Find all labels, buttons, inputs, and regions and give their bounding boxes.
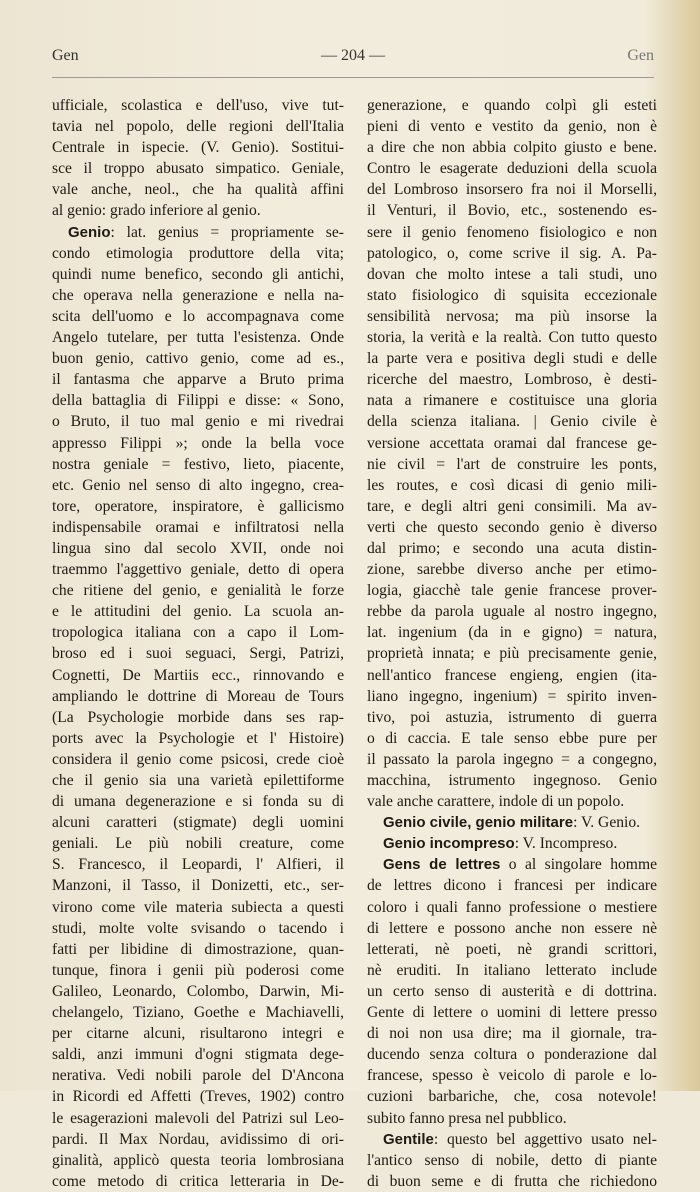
text-line: proprietà innata; e più precisamente genie,	[367, 645, 657, 663]
text-line: nè eruditi. In italiano letterato include	[367, 961, 657, 979]
text-line: a dire che non abbia colpito giusto e bene.	[367, 139, 657, 157]
text-line: les routes, e così dicasi di genio mili-	[367, 476, 657, 494]
text-line: vale anche, neol., che ha qualità affini	[52, 181, 344, 199]
text-line: che il genio sia una varietà epilettiforme	[52, 772, 344, 789]
text-line: virono come vile materia subiecta a questi	[52, 898, 344, 916]
text-line: ducendo senza coltura o ponderazione dal	[367, 1046, 657, 1064]
text-line: pieni di vento e vestito da genio, non è	[367, 118, 657, 136]
text-line: verti che questo secondo genio è diverso	[367, 518, 657, 536]
entry-headword: Gentile	[383, 1130, 434, 1148]
right-column	[367, 95, 657, 1192]
text-line: generazione, e quando colpì gli esteti	[367, 97, 657, 114]
text-line: indispensabile oramai e infiltratosi nella	[52, 518, 344, 536]
text-line: dal primo; e secondo una acuta distin-	[367, 539, 657, 557]
text-line: letterati, nè poeti, nè grandi scrittori,	[367, 940, 657, 958]
text-line: alcuni caratteri (stigmate) degli uomini	[52, 814, 344, 832]
text-line: francese, spesso è veicolo di parole e lo-	[367, 1067, 657, 1085]
text-line: Gente di lettere o uomini di lettere presso	[367, 1004, 657, 1022]
left-column	[52, 95, 344, 1192]
text-line: Angelo tutelare, per tutta l'esistenza. Onde	[52, 329, 344, 347]
text-line: sensibilità nervosa; ma più insorse la	[367, 307, 657, 325]
text-line: tropologica italiana con a capo il Lom-	[52, 624, 344, 642]
text-line	[367, 812, 657, 833]
text-line: Galileo, Leonardo, Colombo, Darwin, Mi-	[52, 982, 344, 1000]
entry-text: : lat. genius = propriamente se-	[110, 223, 344, 241]
text-line: di buon seme e di frutta che richiedono	[367, 1172, 657, 1190]
text-line: nata a rimanere e costituisce una gloria	[367, 392, 657, 410]
text-line: cuzioni barbariche, che, cosa notevole!	[367, 1088, 657, 1106]
text-line: ampliando le dottrine di Moreau de Tours	[52, 687, 344, 705]
text-line: geniali. Le più nobili creature, come	[52, 835, 344, 853]
text-line: lingua sino dal secolo XVII, onde noi	[52, 539, 344, 557]
text-line: nerativa. Vedi nobili parole del D'Ancona	[52, 1067, 344, 1085]
text-line: nell'antico francese engieng, engien (ita-	[367, 666, 657, 684]
text-line: stato fisiologico di squisita eccezionale	[367, 286, 657, 304]
entry-headword: Gens de lettres	[383, 856, 501, 874]
text-line: ricerche del maestro, Lombroso, è desti-	[367, 371, 657, 389]
header-right-word: Gen	[627, 47, 654, 64]
text-line: tivo, poi astuzia, istrumento di guerra	[367, 708, 657, 726]
text-line: Contro le esagerate deduzioni della scuola	[367, 160, 657, 178]
text-line: nostra geniale = festivo, lieto, piacente,	[52, 455, 344, 473]
text-line: tunque, finora i genii più poderosi come	[52, 961, 344, 979]
text-line: di lettere e possono anche non essere nè	[367, 919, 657, 937]
text-line: il Venturi, il Bovio, etc., sostenendo es-	[367, 202, 657, 220]
entry-headword: Genio incompreso	[383, 835, 515, 853]
text-line: per citarne alcuni, risultarono integri e	[52, 1025, 344, 1043]
page-number: — 204 —	[321, 47, 385, 64]
text-line	[52, 222, 344, 243]
entry-text: o al singolare homme	[500, 856, 657, 874]
text-line: al genio: grado inferiore al genio.	[52, 202, 261, 220]
text-line: ufficiale, scolastica e dell'uso, vive tut-	[52, 97, 344, 114]
text-line: lat. ingenium (da in e gigno) = natura,	[367, 624, 657, 642]
text-line: della scienza italiana. | Genio civile è	[367, 413, 657, 431]
text-line: appresso Filippi »; onde la bella voce	[52, 434, 344, 452]
text-line: Centrale in ispecie. (V. Genio). Sostitui-	[52, 139, 344, 157]
text-line: del Lombroso insorsero fra noi il Morselli,	[367, 181, 657, 199]
text-line: considera il genio come psicosi, crede cioè	[52, 750, 344, 768]
text-line: in Ricordi ed Affetti (Treves, 1902) contro	[52, 1088, 344, 1106]
text-line: traemmo l'aggettivo geniale, detto di opera	[52, 561, 344, 579]
text-line: tare, e degli altri geni consimili. Ma av-	[367, 497, 657, 515]
text-line: vale anche carattere, indole di un popolo.	[367, 793, 625, 811]
text-line: rebbe da parola uguale al nostro ingegno,	[367, 603, 657, 621]
text-line: che operava nella generazione e nella na-	[52, 286, 344, 304]
text-line: sce il troppo abusato simpatico. Geniale,	[52, 160, 344, 178]
text-line: buon genio, cattivo genio, come ad es.,	[52, 350, 344, 368]
text-line: la parte vera e positiva degli studi e delle	[367, 350, 657, 368]
text-line: che ritiene del genio, e genialità le forze	[52, 582, 344, 600]
text-line: tore, operatore, inspiratore, è gallicismo	[52, 497, 344, 515]
entry-headword: Genio civile, genio militare	[383, 814, 574, 832]
text-line: versione accettata oramai dal francese ge-	[367, 434, 657, 452]
text-line: pardi. Il Max Nordau, avidissimo di ori-	[52, 1130, 344, 1148]
text-line: ginalità, applicò questa teoria lombrosiana	[52, 1151, 344, 1169]
text-line: logia, giacchè tale genie francese prover-	[367, 582, 657, 600]
text-line: condo etimologia produttore della vita;	[52, 244, 344, 262]
text-line: Manzoni, il Tasso, il Donizetti, etc., ser-	[52, 877, 344, 895]
text-line: storia, la verità e la realtà. Con tutto questo	[367, 329, 657, 347]
text-line: di umana degenerazione e si fonda su di	[52, 793, 344, 811]
text-line: di noi non usa dire; ma il giornale, tra-	[367, 1025, 657, 1043]
text-line: etc. Genio nel senso di alto ingegno, crea-	[52, 476, 344, 494]
text-line: sere il genio fenomeno fisiologico e non	[367, 223, 657, 241]
text-line	[367, 833, 657, 854]
text-line: tavia nel popolo, delle regioni dell'Italia	[52, 118, 344, 136]
text-line: patologico, o, come scrive il sig. A. Pa-	[367, 244, 657, 262]
text-line: o di caccia. E tale senso ebbe pure per	[367, 729, 657, 747]
text-line: e le attitudini del genio. La scuola an-	[52, 603, 344, 621]
text-line: de lettres dicono i francesi per indicare	[367, 877, 657, 895]
header-left-word: Gen	[52, 47, 79, 64]
text-line: subito fanno presa nel pubblico.	[367, 1109, 567, 1127]
text-line: quindi nume benefico, secondo gli antichi,	[52, 265, 344, 283]
text-line: della battaglia di Filippi e disse: « Sono,	[52, 392, 344, 410]
text-line: coloro i quali fanno professione o mestiere	[367, 898, 657, 916]
text-line: un certo senso di austerità e di dottrina.	[367, 982, 657, 1000]
text-line: l'antico senso di nobile, detto di piante	[367, 1151, 657, 1169]
text-line: (La Psychologie morbide dans ses rap-	[52, 708, 344, 726]
text-line: broso ed i suoi seguaci, Sergi, Patrizi,	[52, 645, 344, 663]
entry-text: : questo bel aggettivo usato nel-	[433, 1130, 657, 1148]
text-line: scita dell'uomo e lo accompagnava come	[52, 307, 344, 325]
text-line: liano ingegno, ingenium) = spirito inven-	[367, 687, 657, 705]
text-line: saldi, anzi immuni d'ogni stigmata dege-	[52, 1046, 344, 1064]
entry-text: : V. Genio.	[573, 814, 641, 832]
text-line: le esagerazioni malevoli del Patrizi sul Leo-	[52, 1109, 344, 1127]
text-line	[367, 854, 657, 875]
text-line: S. Francesco, il Leopardi, l' Alfieri, il	[52, 856, 344, 874]
text-line: chelangelo, Tiziano, Goethe e Machiavelli,	[52, 1004, 344, 1022]
text-line: macchina, istrumento ingegnoso. Genio	[367, 772, 657, 789]
text-line: dovan che molto intese a tali studi, uno	[367, 265, 657, 283]
running-header	[52, 47, 654, 71]
text-line: fatti per libidine di dimostrazione, quan-	[52, 940, 344, 958]
text-line: nie civil = l'art de construire les ponts,	[367, 455, 657, 473]
text-line: o Bruto, il tuo mal genio e mi rivedrai	[52, 413, 344, 431]
header-rule	[52, 77, 654, 78]
text-line: ports avec la Psychologie et l' Histoire)	[52, 729, 344, 747]
entry-text: : V. Incompreso.	[514, 835, 618, 853]
text-line: Cognetti, De Martiis ecc., rinnovando e	[52, 666, 344, 684]
text-line: zione, sarebbe diverso anche per etimo-	[367, 561, 657, 579]
entry-headword: Genio	[68, 223, 111, 241]
text-line: studi, molte volte svisando o tacendo i	[52, 919, 344, 937]
text-line	[367, 1129, 657, 1150]
text-line: il passato la parola ingegno = a congegno,	[367, 750, 657, 768]
text-line: come metodo di critica letteraria in De-	[52, 1172, 344, 1190]
text-line: il fantasma che apparve a Bruto prima	[52, 371, 344, 389]
